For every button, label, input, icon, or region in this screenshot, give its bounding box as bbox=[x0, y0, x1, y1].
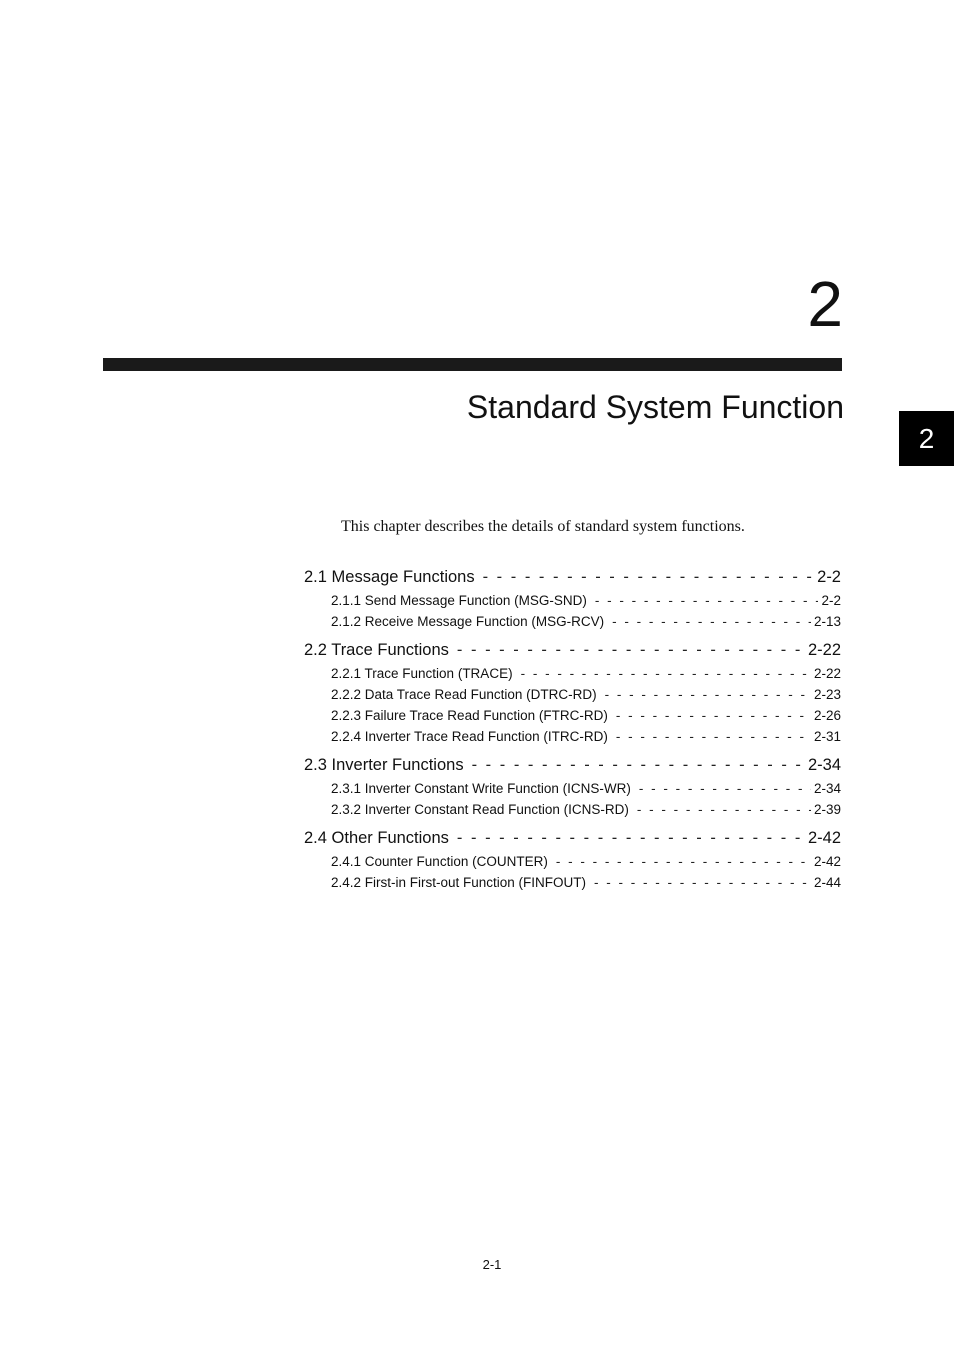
toc-item-label: 2.2.2 Data Trace Read Function (DTRC-RD) bbox=[331, 687, 597, 702]
toc-section-label: 2.3 Inverter Functions bbox=[304, 756, 464, 774]
toc-page-number: 2-44 bbox=[813, 875, 841, 890]
toc-item-2-3-1[interactable] bbox=[304, 781, 841, 802]
toc-section-2-2[interactable] bbox=[304, 641, 841, 666]
toc-item-2-1-1[interactable] bbox=[304, 593, 841, 614]
toc-leader bbox=[521, 666, 811, 681]
toc-section-label: 2.2 Trace Functions bbox=[304, 641, 449, 659]
toc-page-number: 2-22 bbox=[813, 666, 841, 681]
toc-section-label: 2.4 Other Functions bbox=[304, 829, 449, 847]
toc-leader bbox=[637, 802, 811, 817]
toc-page-number: 2-2 bbox=[817, 568, 841, 586]
toc-leader bbox=[639, 781, 811, 796]
toc-leader bbox=[457, 829, 805, 848]
chapter-number: 2 bbox=[807, 268, 843, 340]
toc-leader bbox=[595, 593, 819, 608]
toc-item-2-2-4[interactable] bbox=[304, 729, 841, 750]
toc-section-2-3[interactable] bbox=[304, 756, 841, 781]
toc-leader bbox=[556, 854, 811, 869]
toc-page-number: 2-23 bbox=[813, 687, 841, 702]
toc-page-number: 2-31 bbox=[813, 729, 841, 744]
toc-leader bbox=[483, 568, 815, 587]
toc-item-label: 2.1.2 Receive Message Function (MSG-RCV) bbox=[331, 614, 605, 629]
toc-leader bbox=[457, 641, 805, 660]
toc-item-label: 2.2.3 Failure Trace Read Function (FTRC-RD) bbox=[331, 708, 608, 723]
toc-item-2-4-2[interactable] bbox=[304, 875, 841, 896]
toc-leader bbox=[616, 708, 811, 723]
toc-page-number: 2-34 bbox=[813, 781, 841, 796]
toc-leader bbox=[616, 729, 811, 744]
toc-page-number: 2-2 bbox=[821, 593, 841, 608]
toc-page-number: 2-42 bbox=[813, 854, 841, 869]
toc-item-label: 2.4.1 Counter Function (COUNTER) bbox=[331, 854, 548, 869]
toc-section-2-1[interactable] bbox=[304, 568, 841, 593]
chapter-side-tab[interactable]: 2 bbox=[899, 411, 954, 466]
toc-page-number: 2-39 bbox=[813, 802, 841, 817]
toc-item-label: 2.2.1 Trace Function (TRACE) bbox=[331, 666, 513, 681]
footer-page-number: 2-1 bbox=[482, 1257, 502, 1272]
toc-item-2-2-2[interactable] bbox=[304, 687, 841, 708]
table-of-contents bbox=[304, 568, 841, 896]
toc-item-2-4-1[interactable] bbox=[304, 854, 841, 875]
toc-item-2-2-3[interactable] bbox=[304, 708, 841, 729]
toc-item-2-2-1[interactable] bbox=[304, 666, 841, 687]
chapter-title: Standard System Function bbox=[466, 389, 844, 425]
toc-page-number: 2-34 bbox=[807, 756, 841, 774]
toc-page-number: 2-26 bbox=[813, 708, 841, 723]
toc-leader bbox=[472, 756, 805, 775]
toc-leader bbox=[594, 875, 811, 890]
toc-item-label: 2.1.1 Send Message Function (MSG-SND) bbox=[331, 593, 587, 608]
toc-item-2-1-2[interactable] bbox=[304, 614, 841, 635]
toc-item-label: 2.3.1 Inverter Constant Write Function (ICNS-WR) bbox=[331, 781, 631, 796]
toc-leader bbox=[612, 614, 811, 629]
toc-leader bbox=[605, 687, 811, 702]
chapter-rule bbox=[103, 358, 842, 371]
toc-section-label: 2.1 Message Functions bbox=[304, 568, 475, 586]
toc-section-2-4[interactable] bbox=[304, 829, 841, 854]
toc-item-label: 2.2.4 Inverter Trace Read Function (ITRC-RD) bbox=[331, 729, 608, 744]
toc-item-label: 2.4.2 First-in First-out Function (FINFOUT) bbox=[331, 875, 587, 890]
chapter-intro: This chapter describes the details of standard system functions. bbox=[341, 518, 745, 535]
toc-page-number: 2-42 bbox=[807, 829, 841, 847]
toc-page-number: 2-22 bbox=[807, 641, 841, 659]
toc-item-2-3-2[interactable] bbox=[304, 802, 841, 823]
toc-item-label: 2.3.2 Inverter Constant Read Function (ICNS-RD) bbox=[331, 802, 629, 817]
toc-page-number: 2-13 bbox=[813, 614, 841, 629]
